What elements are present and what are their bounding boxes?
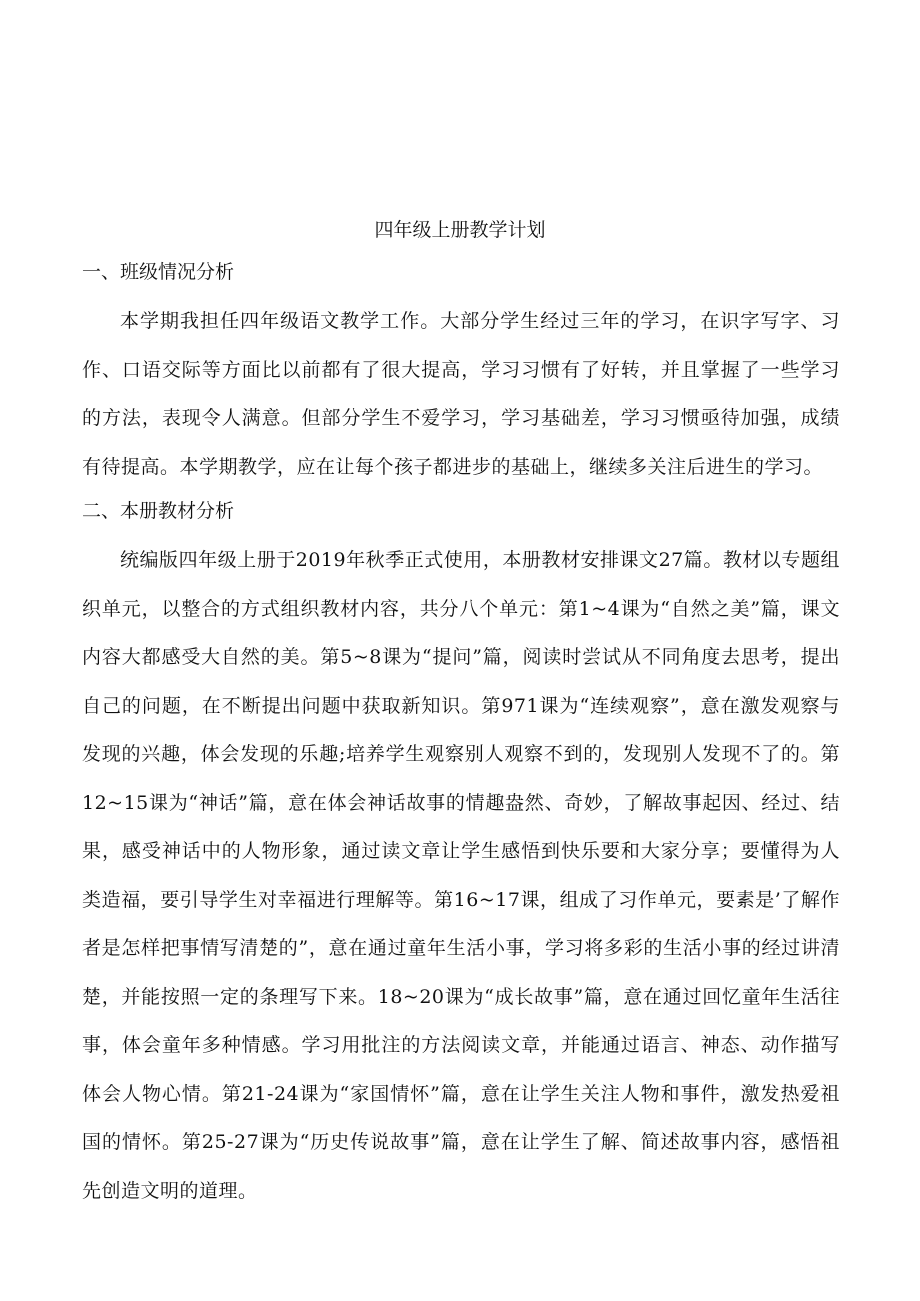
- document-title: 四年级上册教学计划: [374, 219, 546, 241]
- section-paragraph-class-analysis: 本学期我担任四年级语文教学工作。大部分学生经过三年的学习，在识字写字、习作、口语交际等方面比以前都有了很大提高，学习习惯有了好转，并且掌握了一些学习的方法，表现令人满意。但部分学生不爱学习，学习基础差，学习习惯亟待加强，成绩有待提高。本学期教学，应在让每个孩子都进步的基础上，继续多关注后进生的学习。: [82, 310, 840, 478]
- section-heading-class-analysis: 一、班级情况分析: [82, 261, 235, 283]
- section-heading-textbook-analysis: 二、本册教材分析: [82, 500, 235, 522]
- section-paragraph-textbook-analysis: 统编版四年级上册于2019年秋季正式使用，本册教材安排课文27篇。教材以专题组织单元，以整合的方式组织教材内容，共分八个单元：第1~4课为“自然之美”篇，课文内容大都感受大自然的美。第5~8课为“提问”篇，阅读时尝试从不同角度去思考，提出自己的问题，在不断提出问题中获取新知识。第971课为“连续观察”，意在激发观察与发现的兴趣，体会发现的乐趣;培养学生观察别人观察不到的，发现别人发现不了的。第12~15课为“神话”篇，意在体会神话故事的情趣盎然、奇妙，了解故事起因、经过、结果，感受神话中的人物形象，通过读文章让学生感悟到快乐要和大家分享；要懂得为人类造福，要引导学生对幸福进行理解等。第16~17课，组成了习作单元，要素是’了解作者是怎样把事情写清楚的”，意在通过童年生活小事，学习将多彩的生活小事的经过讲清楚，并能按照一定的条理写下来。18~20课为“成长故事”篇，意在通过回忆童年生活往事，体会童年多种情感。学习用批注的方法阅读文章，并能通过语言、神态、动作描写体会人物心情。第21-24课为“家国情怀”篇，意在让学生关注人物和事件，激发热爱祖国的情怀。第25-27课为“历史传说故事”篇，意在让学生了解、简述故事内容，感悟祖先创造文明的道理。: [82, 549, 840, 1202]
